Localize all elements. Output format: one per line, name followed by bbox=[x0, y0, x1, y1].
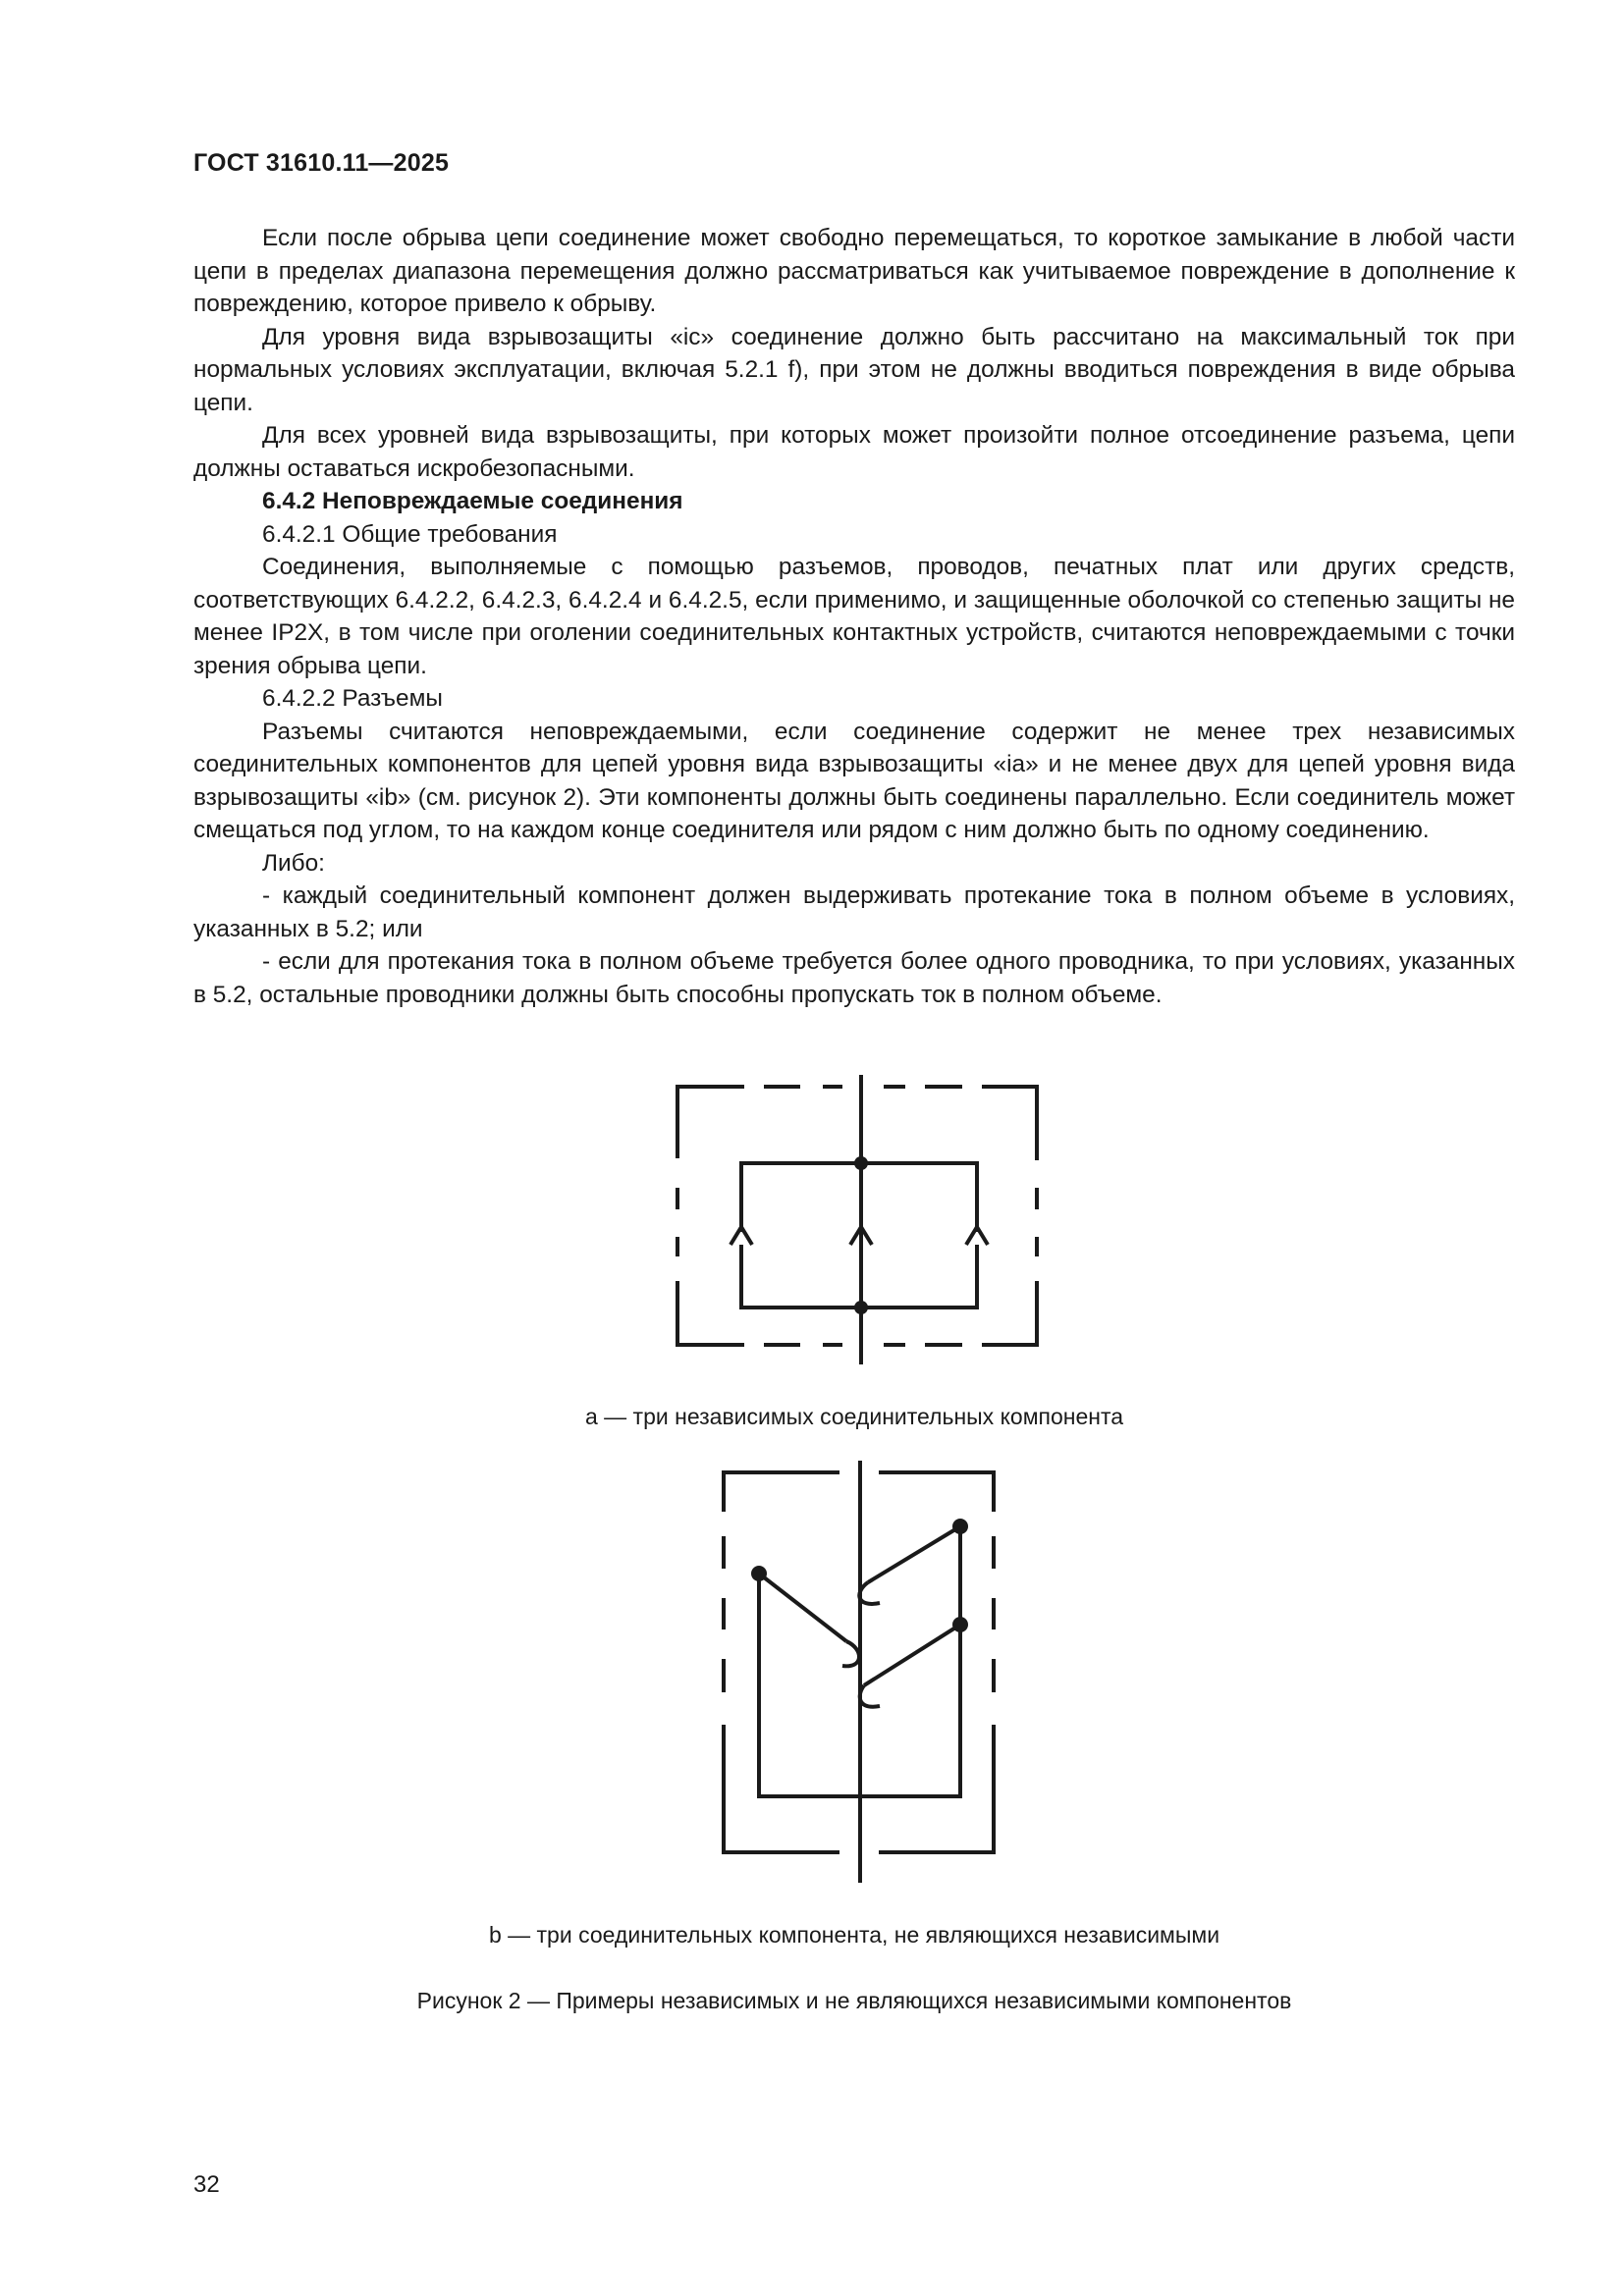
paragraph: Если после обрыва цепи соединение может свободно перемещаться, то короткое замыкание в любой части цепи в пределах диапазона перемещения должно рассматриваться как учитываемое повреждение в дополнение к повреждению, которое привело к обрыву. bbox=[193, 225, 1515, 317]
junction-dot bbox=[952, 1519, 968, 1534]
list-item: - если для протекания тока в полном объеме требуется более одного проводника, то при условиях, указанных в 5.2, остальные проводники должны быть способны пропускать ток в полном объеме. bbox=[193, 948, 1515, 1008]
document-header: ГОСТ 31610.11—2025 bbox=[193, 149, 450, 177]
paragraph: Либо: bbox=[262, 849, 325, 877]
figure-caption-a: a — три независимых соединительных компонента bbox=[584, 1404, 1124, 1429]
enclosure-bottom-left bbox=[724, 1725, 839, 1852]
contact-arm bbox=[868, 1526, 960, 1582]
contact-arm bbox=[864, 1625, 960, 1685]
enclosure-top-right bbox=[879, 1472, 994, 1512]
figure-caption-b: b — три соединительных компонента, не являющихся независимыми bbox=[488, 1922, 1220, 1948]
contact-hook bbox=[860, 1685, 880, 1707]
paragraph: Для уровня вида взрывозащиты «ic» соединение должно быть рассчитано на максимальный ток при нормальных условиях эксплуатации, включая 5.2.1 f), при этом не должны вводиться повреждения в виде обрыва цепи. bbox=[193, 323, 1515, 416]
figure-title: Рисунок 2 — Примеры независимых и не являющихся независимыми компонентов bbox=[416, 1988, 1292, 2013]
page-number: 32 bbox=[193, 2171, 220, 2198]
section-heading: 6.4.2 Неповреждаемые соединения bbox=[262, 488, 683, 514]
enclosure-top-left bbox=[724, 1472, 839, 1512]
contact-arm bbox=[759, 1574, 846, 1641]
junction-dot bbox=[952, 1617, 968, 1632]
subsection-heading: 6.4.2.2 Разъемы bbox=[262, 685, 443, 712]
paragraph: Соединения, выполняемые с помощью разъемов, проводов, печатных плат или других средств, соответствующих 6.4.2.2, 6.4.2.3, 6.4.2.4 и 6.4.2.5, если применимо, и защищенные оболочкой со степенью защиты не менее IP2X, в том числе при оголении соединительных контактных устройств, считаются неповреждаемыми с точки зрения обрыва цепи. bbox=[193, 554, 1515, 679]
junction-dot bbox=[751, 1566, 767, 1581]
contact-hook bbox=[859, 1582, 880, 1604]
subsection-heading: 6.4.2.1 Общие требования bbox=[262, 520, 558, 548]
contact-hook bbox=[842, 1641, 859, 1666]
paragraph: Для всех уровней вида взрывозащиты, при которых может произойти полное отсоединение разъема, цепи должны оставаться искробезопасными. bbox=[193, 422, 1515, 482]
enclosure-bottom-right bbox=[879, 1725, 994, 1852]
paragraph: Разъемы считаются неповреждаемыми, если соединение содержит не менее трех независимых соединительных компонентов для цепей уровня вида взрывозащиты «ia» и не менее двух для цепей уровня вида взрывозащиты «ib» (см. рисунок 2). Эти компоненты должны быть соединены параллельно. Если соединитель может смещаться под углом, то на каждом конце соединителя или рядом с ним должно быть по одному соединению. bbox=[193, 718, 1515, 843]
list-item: - каждый соединительный компонент должен выдерживать протекание тока в полном объеме в условиях, указанных в 5.2; или bbox=[193, 882, 1515, 942]
